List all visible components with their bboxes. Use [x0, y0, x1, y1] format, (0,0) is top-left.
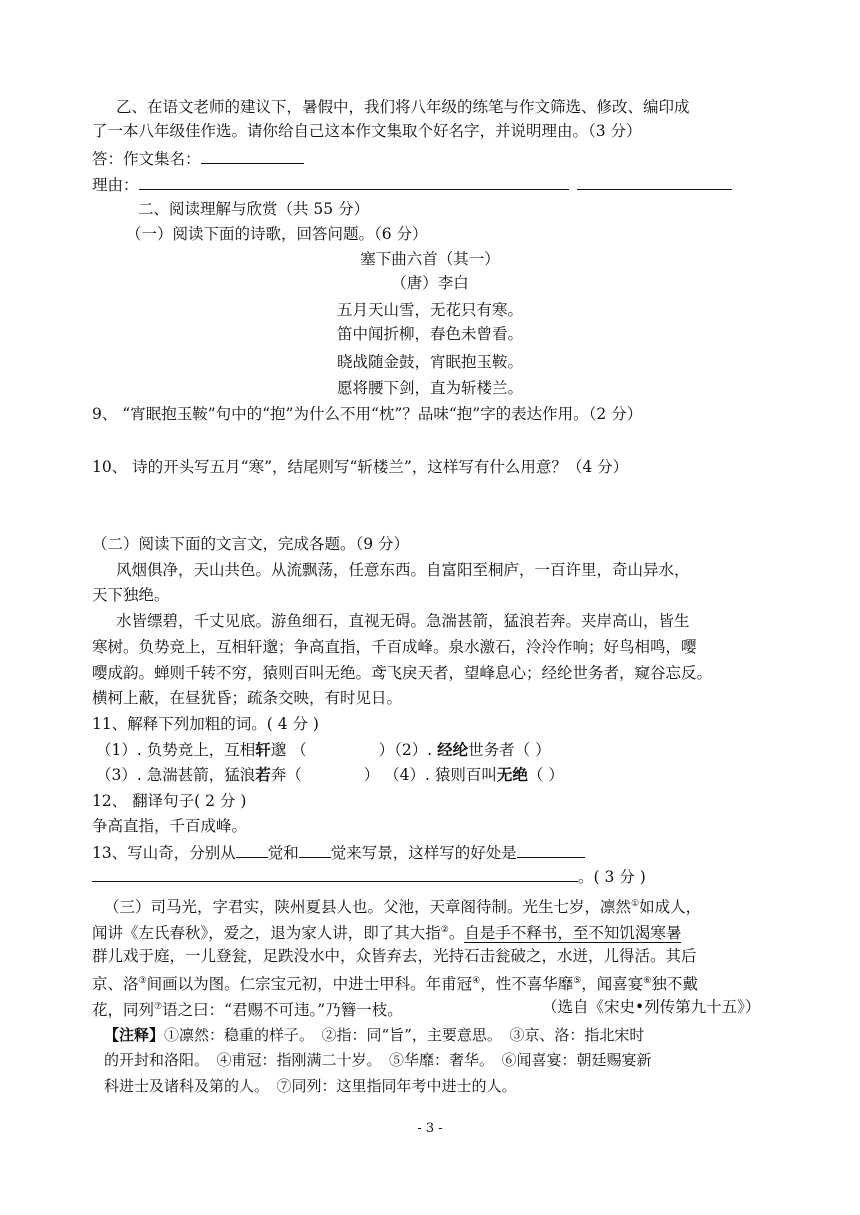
- part3-line-3: 群儿戏于庭，一儿登瓮，足跌没水中，众皆弃去，光持石击瓮破之，水迸，儿得活。其后: [92, 947, 697, 965]
- poem-line-4: 愿将腰下剑，直为斩楼兰。: [336, 379, 523, 397]
- part2-text-line-5: 嘤成韵。蝉则千转不穷，猿则百叫无绝。鸢飞戾天者，望峰息心；经纶世务者，窥谷忘反。: [92, 664, 713, 682]
- page-number: - 3 -: [417, 1121, 443, 1136]
- part3-line-1: （三）司马光，字君实，陕州夏县人也。父池，天章阁待制。光生七岁，凛然①如成人，: [104, 898, 702, 917]
- q11-bold-1: 轩: [255, 741, 271, 759]
- part3-line-5: 花，同列⑦语之曰：“君赐不可违。”乃簪一枝。: [92, 1001, 403, 1020]
- question-12: 12、 翻译句子( 2 分 ): [92, 792, 247, 810]
- question-9: 9、 “宵眠抱玉鞍”句中的“抱”为什么不用“枕”？品味“抱”字的表达作用。（2 分）: [92, 405, 643, 423]
- q13-blank-1[interactable]: [236, 842, 268, 858]
- notes-label: 【注释】: [104, 1026, 165, 1044]
- q11-bold-4: 无绝: [496, 766, 528, 784]
- notes-line-3: 科进士及诸科及第的人。 ⑦同列：这里指同年考中进士的人。: [104, 1077, 517, 1095]
- poem-line-1: 五月天山雪，无花只有寒。: [336, 301, 523, 319]
- part2-text-line-2: 天下独绝。: [92, 586, 170, 604]
- part2-text-line-1: 风烟俱净，天山共色。从流飘荡，任意东西。自富阳至桐庐，一百许里，奇山异水，: [116, 561, 690, 579]
- question-12-sentence: 争高直指，千百成峰。: [92, 817, 248, 835]
- part2-text-line-4: 寒树。负势竞上，互相轩邈；争高直指，千百成峰。泉水激石，泠泠作响；好鸟相鸣，嘤: [92, 638, 697, 656]
- answer-title-line: [92, 148, 304, 169]
- part3-source: （选自《宋史•列传第九十五》）: [542, 998, 761, 1016]
- part2-text-line-3: 水皆缥碧，千丈见底。游鱼细石，直视无碍。急湍甚箭，猛浪若奔。夹岸高山，皆生: [116, 612, 690, 630]
- answer-title-label: 答：作文集名：: [92, 150, 201, 168]
- q11-items-row-2: （3）. 急湍甚箭，猛浪若奔（ ） （4）. 猿则百叫无绝（ ）: [96, 766, 564, 784]
- q11-bold-2: 经纶: [437, 741, 469, 759]
- q11-bold-3: 若: [255, 766, 271, 784]
- reason-blank-2[interactable]: [577, 174, 732, 190]
- question-10: 10、 诗的开头写五月“寒”，结尾则写“斩楼兰”，这样写有什么用意？（4 分）: [92, 458, 629, 476]
- poem-line-3: 晓战随金鼓，宵眠抱玉鞍。: [336, 353, 523, 371]
- section-two-heading: 二、阅读理解与欣赏（共 55 分）: [138, 200, 370, 218]
- task-yi-line1: 乙、在语文老师的建议下，暑假中，我们将八年级的练笔与作文筛选、修改、编印成: [116, 98, 690, 116]
- underlined-sentence: 自是手不释书，至不知饥渴寒暑: [464, 924, 682, 943]
- question-13-line-1: 13、写山奇，分别从 觉和 觉来写景，这样写的好处是: [92, 842, 585, 863]
- question-13-line-2: 。( 3 分 ): [92, 866, 646, 887]
- notes-line-1: 【注释】①凛然：稳重的样子。 ②指：同“旨”，主要意思。 ③京、洛：指北宋时: [104, 1026, 645, 1044]
- q13-blank-2[interactable]: [299, 842, 331, 858]
- answer-title-blank[interactable]: [201, 148, 304, 164]
- reason-label: 理由：: [92, 176, 139, 194]
- part2-text-line-6: 横柯上蔽，在昼犹昏；疏条交映，有时见日。: [92, 689, 403, 707]
- task-yi-line2: 了一本八年级佳作选。请你给自己这本作文集取个好名字，并说明理由。（3 分）: [92, 122, 642, 140]
- part-one-heading: （一）阅读下面的诗歌，回答问题。（6 分）: [126, 225, 428, 243]
- poem-author: （唐）李白: [391, 274, 469, 292]
- part3-line-2: 闻讲《左氏春秋》，爱之，退为家人讲，即了其大指②。自是手不释书，至不知饥渴寒暑: [92, 924, 682, 943]
- question-11: 11、解释下列加粗的词。( 4 分 ): [92, 715, 319, 733]
- reason-blank-1[interactable]: [139, 174, 569, 190]
- poem-line-2: 笛中闻折柳，春色未曾看。: [336, 325, 523, 343]
- notes-line-2: 的开封和洛阳。 ④甫冠：指刚满二十岁。 ⑤华靡：奢华。 ⑥闻喜宴：朝廷赐宴新: [104, 1051, 652, 1069]
- q13-blank-3[interactable]: [517, 842, 585, 858]
- reason-line: [92, 174, 732, 195]
- q13-blank-4[interactable]: [92, 866, 578, 882]
- part3-line-4: 京、洛③间画以为图。仁宗宝元初，中进士甲科。年甫冠④，性不喜华靡⑤，闻喜宴⑥独不戴: [92, 975, 698, 994]
- part-two-heading: （二）阅读下面的文言文，完成各题。（9 分）: [92, 535, 410, 553]
- q11-items-row-1: （1）. 负势竞上，互相轩邈 （ ）（2）. 经纶世务者（ ）: [96, 741, 551, 759]
- poem-title: 塞下曲六首（其一）: [360, 250, 500, 268]
